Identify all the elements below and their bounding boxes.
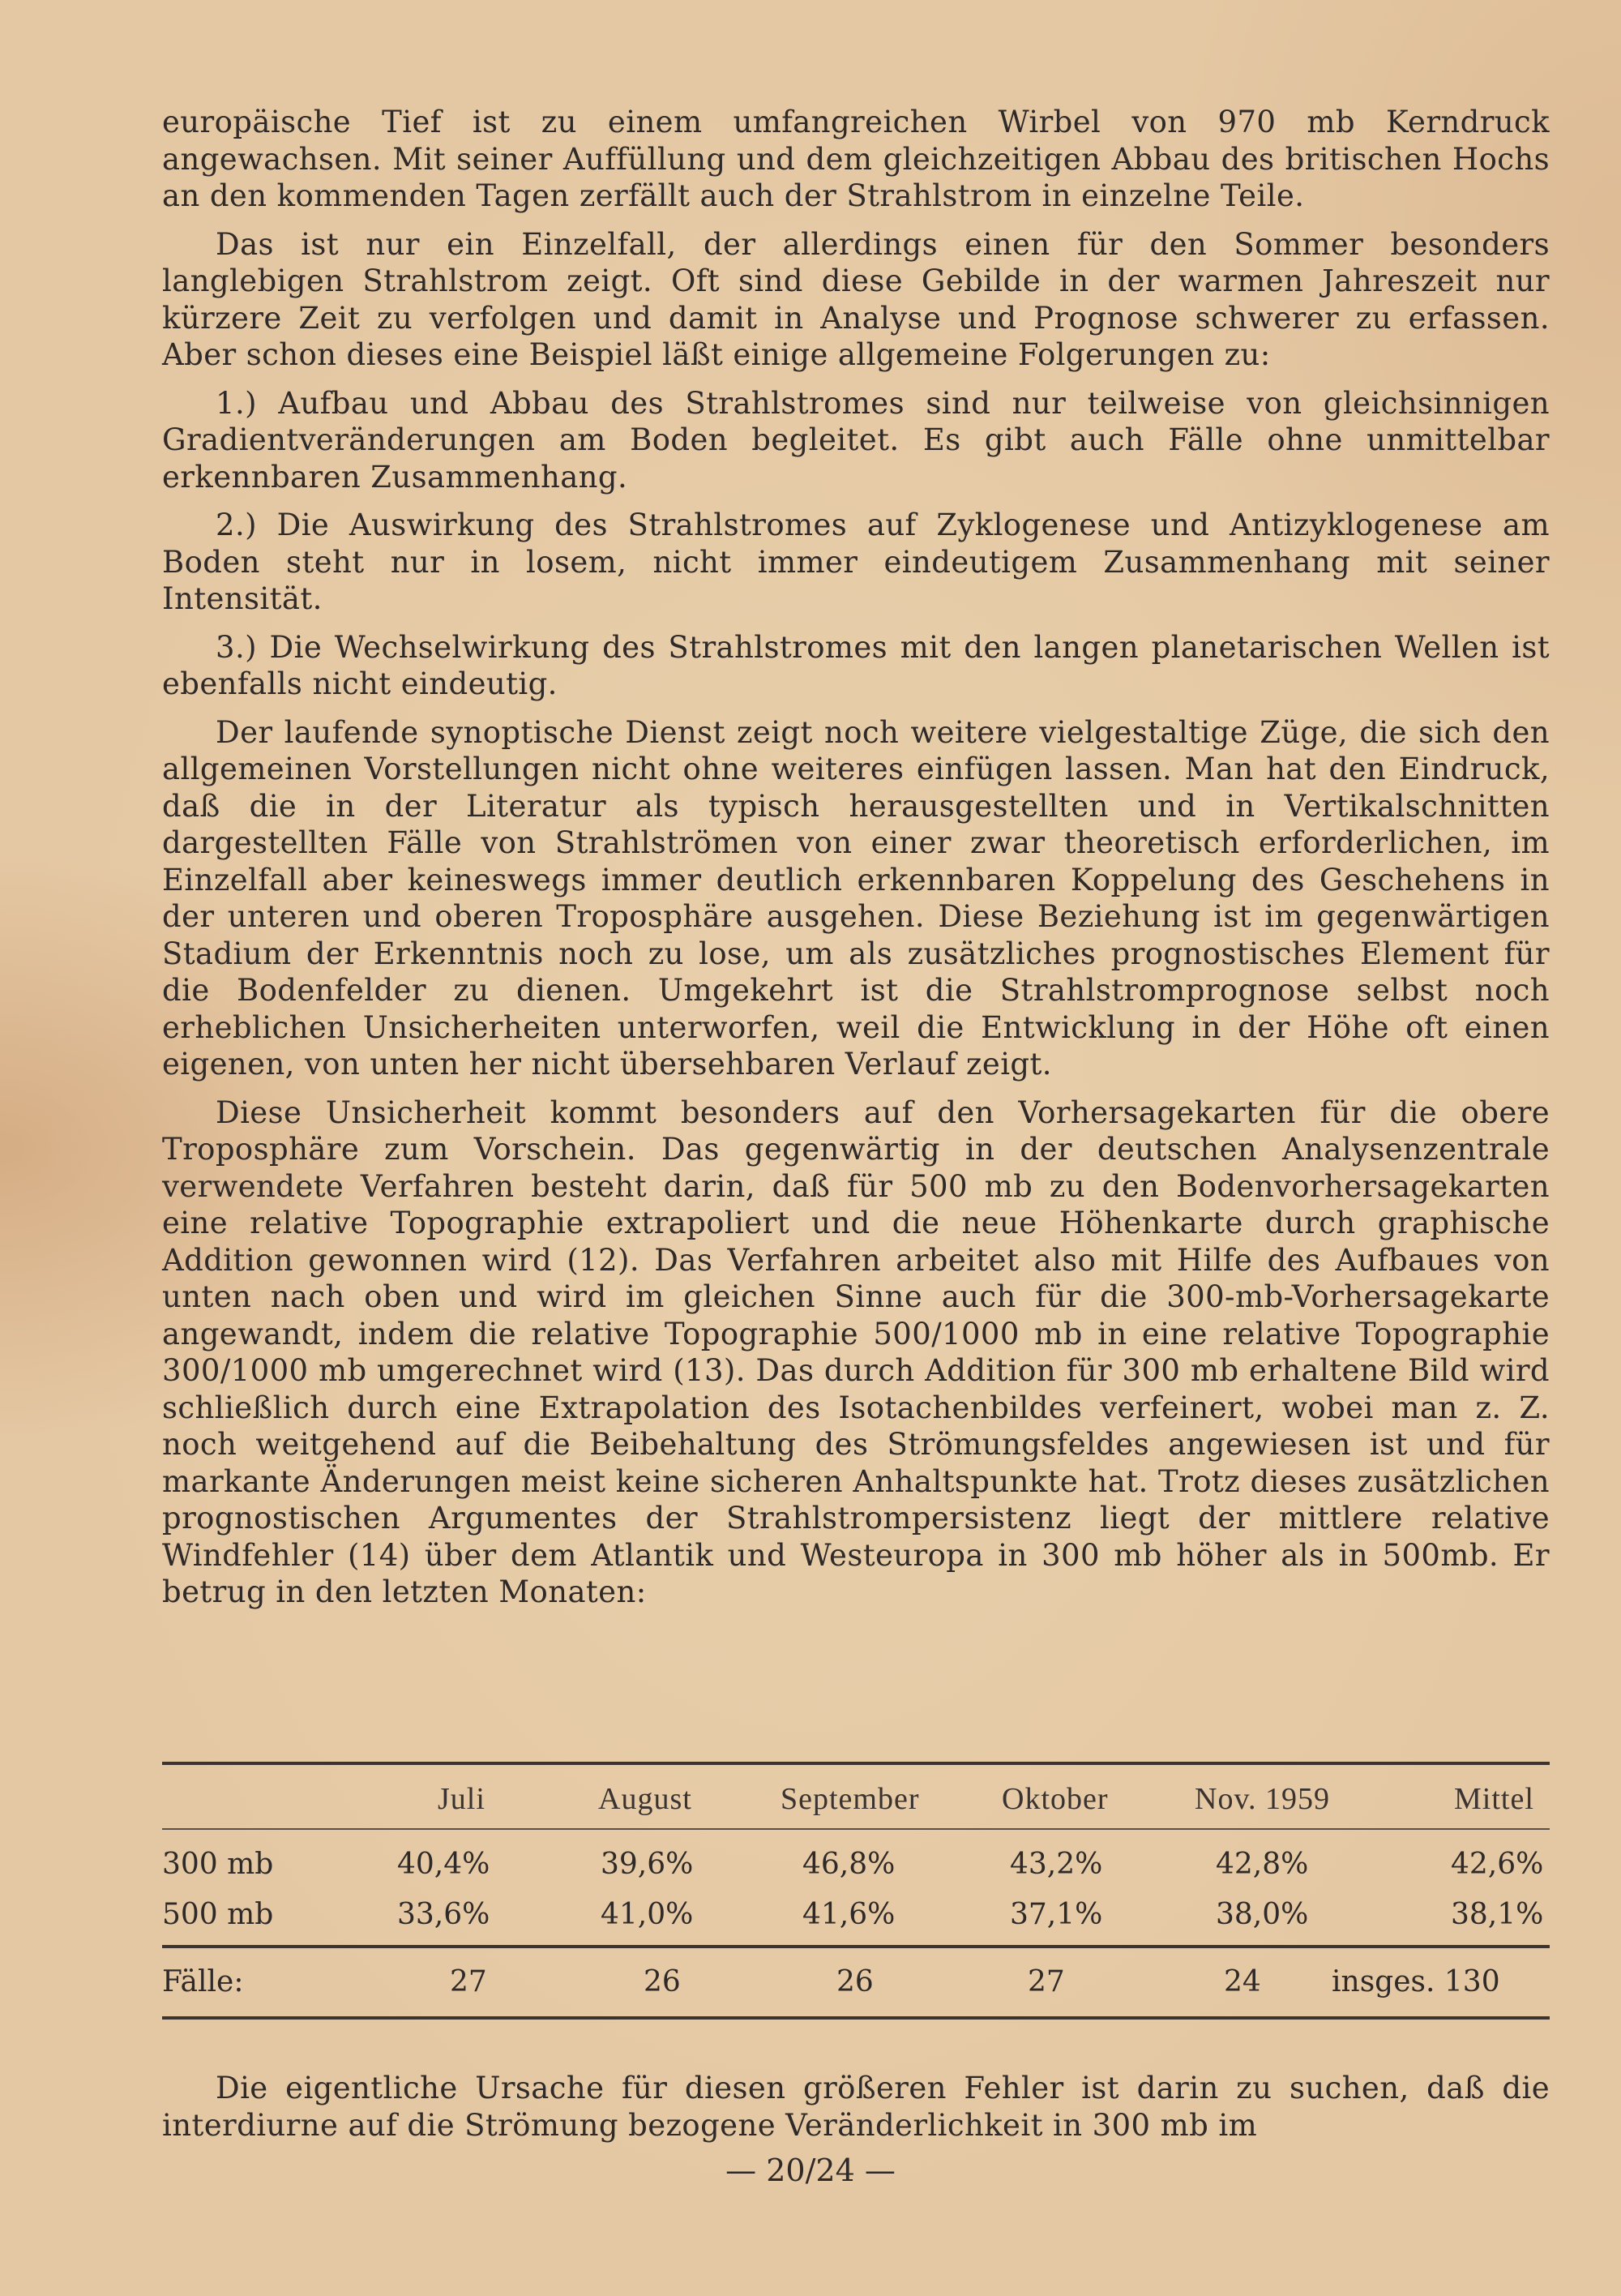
table-row-faelle (162, 1948, 1550, 2016)
cell-value: 38,0% (1216, 1898, 1309, 1931)
header-juli: Juli (438, 1782, 485, 1816)
cell-value: 26 (836, 1965, 874, 1998)
table-bottom-rule (162, 2016, 1550, 2020)
cell-value: 42,6% (1451, 1848, 1544, 1881)
cell-value: 27 (450, 1965, 487, 1998)
table-row-300mb (162, 1840, 1550, 1890)
cell-value: 37,1% (1010, 1898, 1103, 1931)
cell-value: 39,6% (601, 1848, 694, 1881)
conclusion-3: 3.) Die Wechselwirkung des Strahlstromes mit den langen planetarischen Wellen ist ebenfalls nicht eindeutig. (162, 629, 1550, 701)
cell-value: 27 (1028, 1965, 1065, 1998)
page-number: — 20/24 — (725, 2152, 896, 2188)
cell-value: 33,6% (397, 1898, 490, 1931)
header-august: August (598, 1782, 692, 1816)
cell-value: 26 (644, 1965, 681, 1998)
table-row-500mb (162, 1890, 1550, 1940)
cell-value: 42,8% (1216, 1848, 1309, 1881)
header-oktober: Oktober (1002, 1782, 1109, 1816)
header-september: September (781, 1782, 920, 1816)
paragraph-ursache: Die eigentliche Ursache für diesen größeren Fehler ist darin zu suchen, daß die interdiurne auf die Strömung bezogene Veränderlichkeit in 300 mb im (162, 2071, 1550, 2143)
table-header-row (162, 1765, 1550, 1827)
header-mittel: Mittel (1454, 1782, 1534, 1816)
body-text (162, 104, 1550, 1622)
row-label: 500 mb (162, 1898, 274, 1931)
cell-total: insges. 130 (1332, 1965, 1500, 1998)
cell-value: 40,4% (397, 1848, 490, 1881)
paragraph-einzelfall: Das ist nur ein Einzelfall, der allerdings einen für den Sommer besonders langlebigen Strahlstrom zeigt. Oft sind diese Gebilde in der warmen Jahreszeit nur kürzere Zeit zu verfolgen und damit in Analyse und Prognose schwerer zu erfassen. Aber schon dieses eine Beispiel läßt einige allgemeine Folgerungen zu: (162, 226, 1550, 372)
row-label: Fälle: (162, 1965, 244, 1998)
cell-value: 46,8% (802, 1848, 896, 1881)
body-text-continued (162, 2070, 1550, 2155)
paragraph-continuation: europäische Tief ist zu einem umfangreichen Wirbel von 970 mb Kerndruck angewachsen. Mit seiner Auffüllung und dem gleichzeitigen Abbau des britischen Hochs an den kommenden Tagen zerfällt auch der Strahlstrom in einzelne Teile. (162, 105, 1550, 213)
cell-value: 43,2% (1010, 1848, 1103, 1881)
row-label: 300 mb (162, 1848, 274, 1881)
cell-value: 38,1% (1451, 1898, 1544, 1931)
paragraph-synoptischer-dienst: Der laufende synoptische Dienst zeigt noch weitere vielgestaltige Züge, die sich den allgemeinen Vorstellungen nicht ohne weiteres einfügen lassen. Man hat den Eindruck, daß die in der Literatur als typisch herausgestellten und in Vertikalschnitten dargestellten Fälle von Strahlströmen von einer zwar theoretisch erforderlichen, im Einzelfall aber keineswegs immer deutlich erkennbaren Koppelung des Geschehens in der unteren und oberen Troposphäre ausgehen. Diese Beziehung ist im gegenwärtigen Stadium der Erkenntnis noch zu lose, um als zusätzliches prognostisches Element für die Bodenfelder zu dienen. Umgekehrt ist die Strahlstromprognose selbst noch erheblichen Unsicherheiten unterworfen, weil die Entwicklung in der Höhe oft einen eigenen, von unten her nicht übersehbaren Verlauf zeigt. (162, 714, 1550, 1082)
cell-value: 41,0% (601, 1898, 694, 1931)
conclusion-2: 2.) Die Auswirkung des Strahlstromes auf Zyklogenese und Antizyklogenese am Boden steht nur in losem, nicht immer eindeutigem Zusammenhang mit seiner Intensität. (162, 508, 1550, 616)
wind-error-table (162, 1762, 1550, 2020)
header-nov-1959: Nov. 1959 (1195, 1782, 1330, 1816)
cell-value: 24 (1224, 1965, 1261, 1998)
conclusion-1: 1.) Aufbau und Abbau des Strahlstromes sind nur teilweise von gleichsinnigen Gradientveränderungen am Boden begleitet. Es gibt auch Fälle ohne unmittelbar erkennbaren Zusammenhang. (162, 385, 1550, 495)
cell-value: 41,6% (802, 1898, 896, 1931)
paragraph-unsicherheit: Diese Unsicherheit kommt besonders auf den Vorhersagekarten für die obere Troposphäre zum Vorschein. Das gegenwärtig in der deutschen Analysenzentrale verwendete Verfahren besteht darin, daß für 500 mb zu den Bodenvorhersagekarten eine relative Topographie extrapoliert und die neue Höhenkarte durch graphische Addition gewonnen wird (12). Das Verfahren arbeitet also mit Hilfe des Aufbaues von unten nach oben und wird im gleichen Sinne auch für die 300-mb-Vorhersagekarte angewandt, indem die relative Topographie 500/1000 mb in eine relative Topographie 300/1000 mb umgerechnet wird (13). Das durch Addition für 300 mb erhaltene Bild wird schließlich durch eine Extrapolation des Isotachenbildes verfeinert, wobei man z. Z. noch weitgehend auf die Beibehaltung des Strömungsfeldes angewiesen ist und für markante Änderungen meist keine sicheren Anhaltspunkte hat. Trotz dieses zusätzlichen prognostischen Argumentes der Strahlstrompersistenz liegt der mittlere relative Windfehler (14) über dem Atlantik und Westeuropa in 300 mb höher als in 500mb. Er betrug in den letzten Monaten: (162, 1094, 1550, 1609)
